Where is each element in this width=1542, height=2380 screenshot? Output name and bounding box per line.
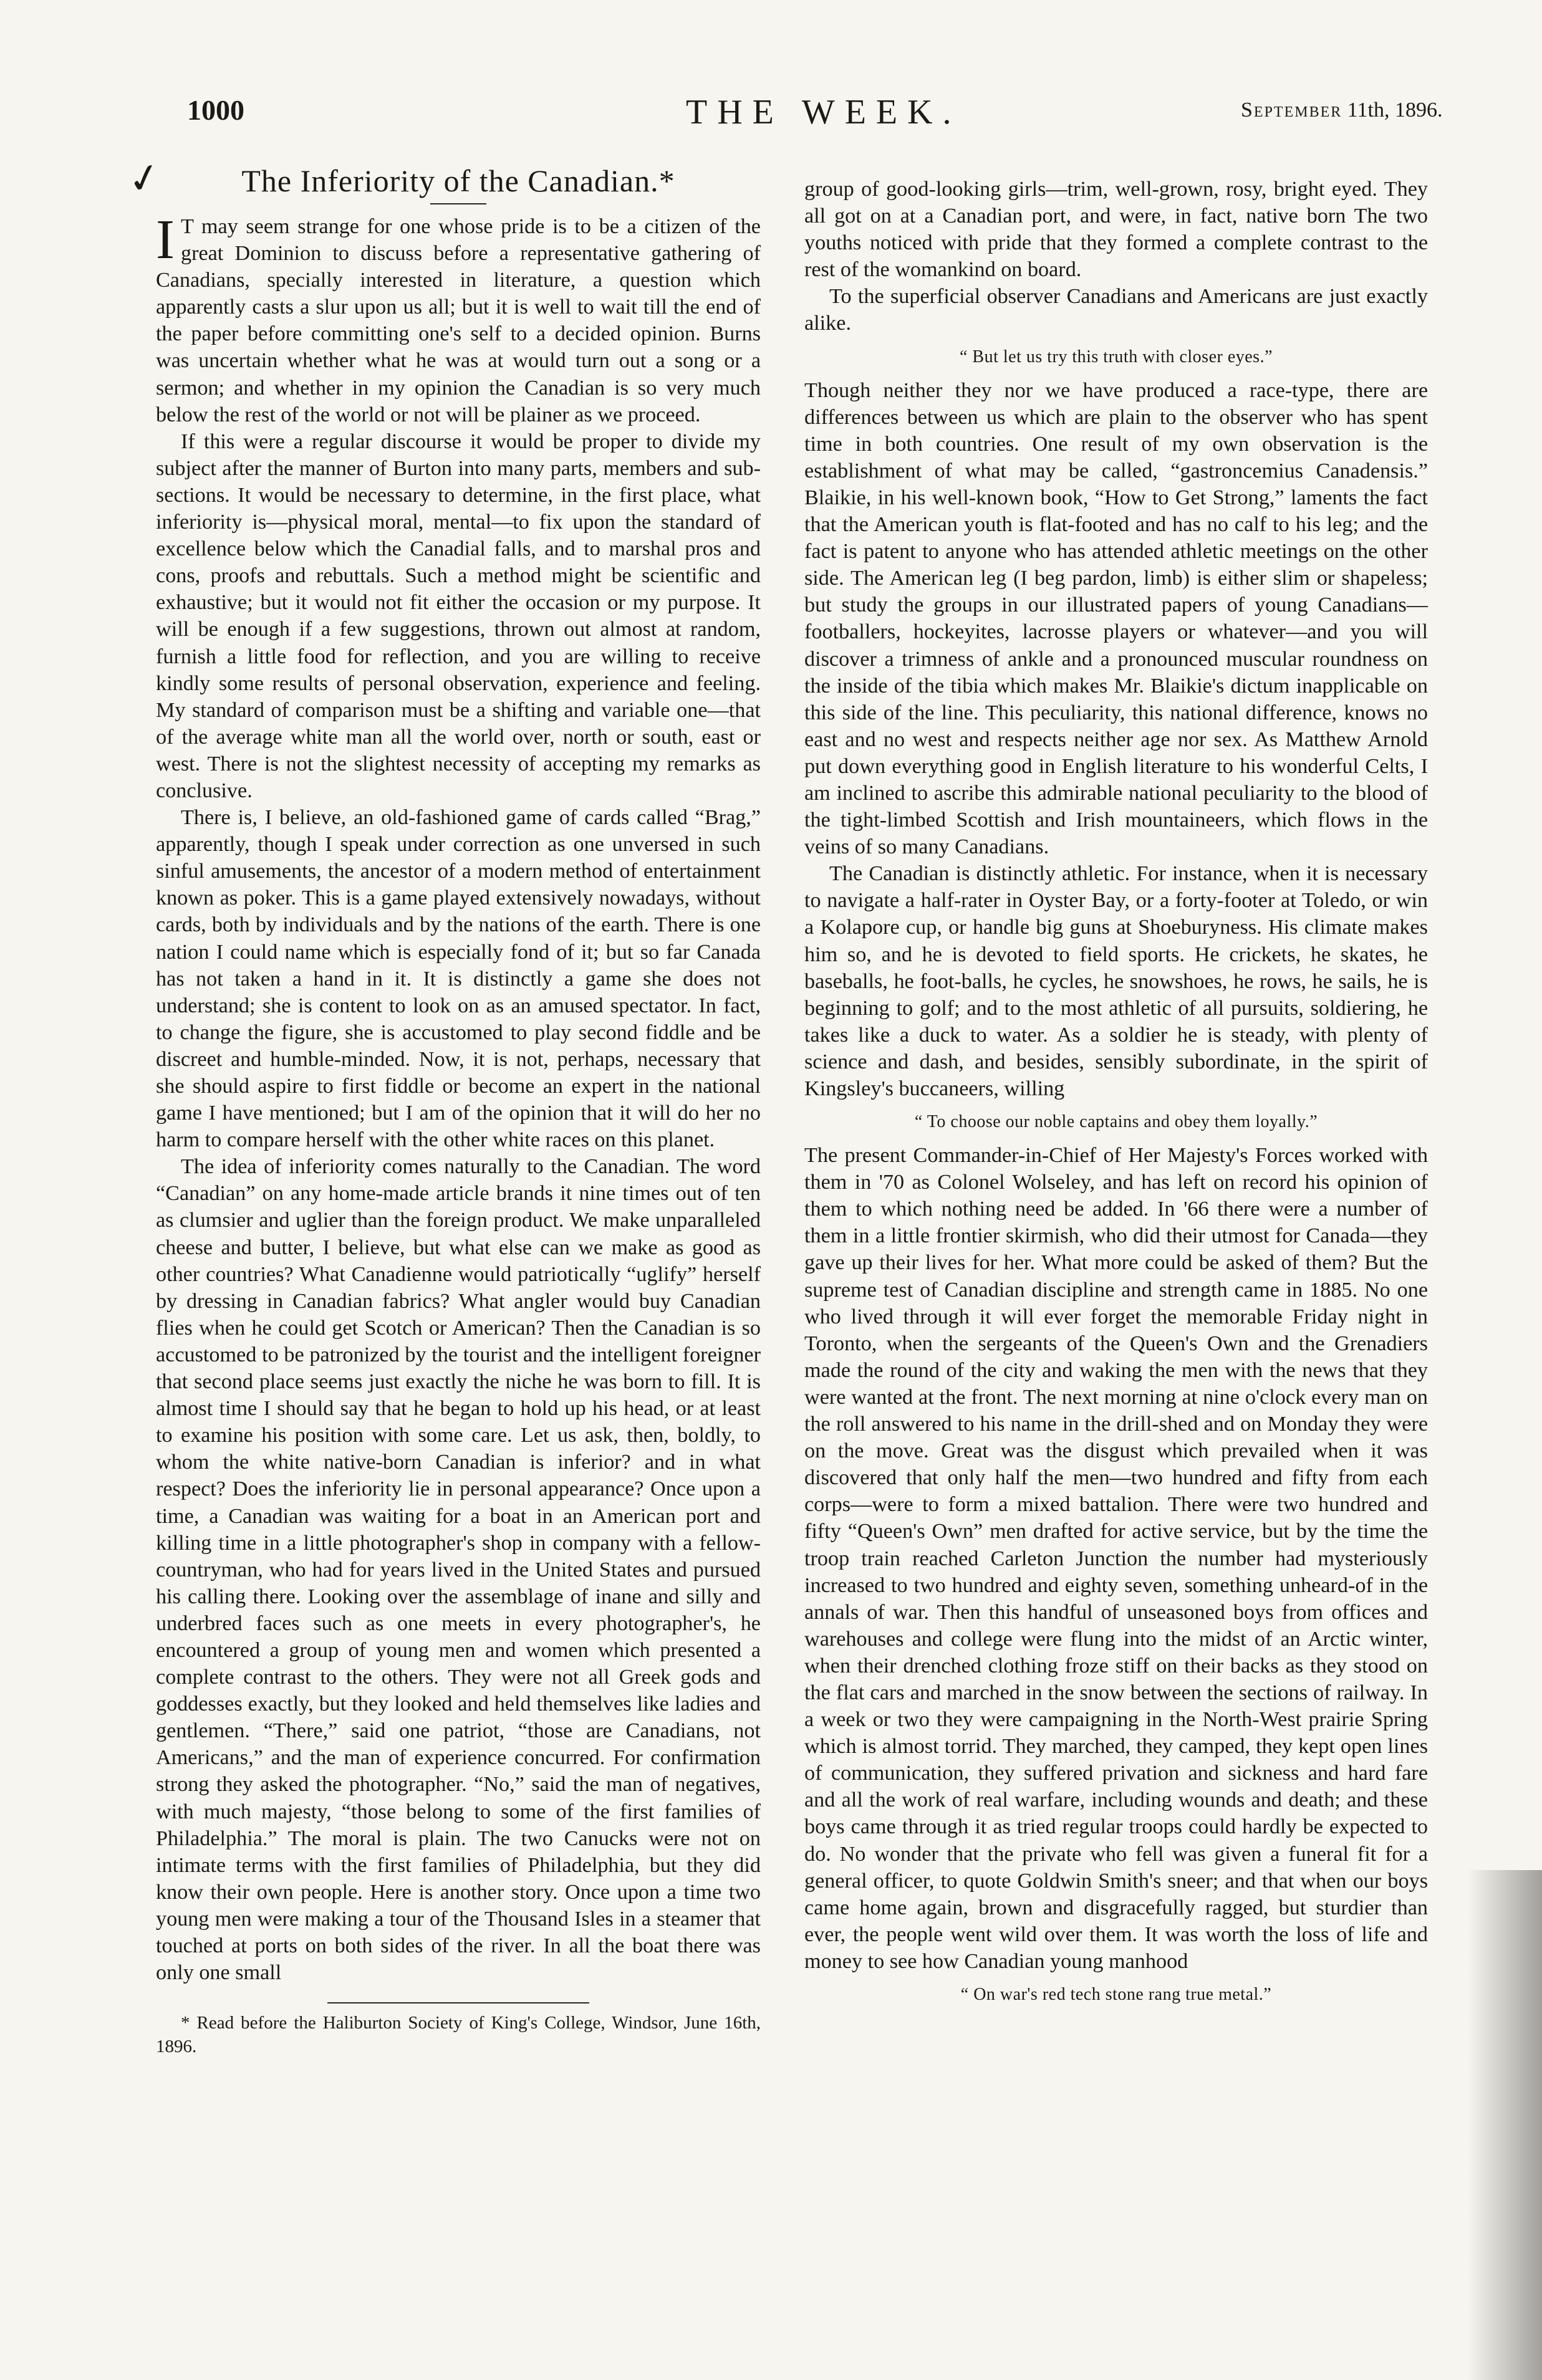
paragraph-text: T may seem strange for one whose pride is to be a citizen of the great Dominion to discuss before a representative gathering of Canadians, specially interested in literature, a question which apparently casts a slur upon us all; but it is well to wait till the end of the paper before committing one's self to a decided opinion. Burns was uncertain whether what he was at would turn out a song or a sermon; and whether in my opinion the Canadian is so very much below the rest of the world or not will be plainer as we proceed. <box>156 215 761 426</box>
paragraph: There is, I believe, an old-fashioned game of cards called “Brag,” apparently, though I speak under correction as one unversed in such sinful amusements, the ancestor of a modern method of entertainment known as poker. This is a game played extensively nowadays, without cards, both by individuals and by the nations of the earth. There is one nation I could name which is especially fond of it; but so far Canada has not taken a hand in it. It is distinctly a game she does not understand; she is content to look on as an amused spectator. In fact, to change the figure, she is accustomed to play second fiddle and be discreet and humble-minded. Now, it is not, perhaps, necessary that she should aspire to first fiddle or become an expert in the national game I have mentioned; but I am of the opinion that it will do her no harm to compare herself with the other white races on this planet. <box>156 806 761 1152</box>
paragraph: The Canadian is distinctly athletic. For instance, when it is necessary to navigate a half-rater in Oyster Bay, or a forty-footer at Toledo, or win a Kolapore cup, or handle big guns at Shoeburyness. His climate makes him so, and he is devoted to field sports. He crickets, he skates, he baseballs, he foot-balls, he cycles, he snowshoes, he rows, he sails, he is beginning to golf; and to the most athletic of all pursuits, soldiering, he takes like a duck to water. As a soldier he is steady, with plenty of science and dash, and besides, sensibly subordinate, in the spirit of Kingsley's buccaneers, willing <box>804 862 1428 1100</box>
page-number: 1000 <box>187 94 244 126</box>
paragraph: Though neither they nor we have produced a race-type, there are differences between us which are plain to the observer who has spent time in both countries. One result of my own observation is the establishment of what may be called, “gastroncemius Canadensis.” Blaikie, in his well-known book, “How to Get Strong,” laments the fact that the American youth is flat-footed and has no calf to his leg; and the fact is patent to anyone who has attended athletic meetings on the other side. The American leg (I beg pardon, limb) is either slim or shapeless; but study the groups in our illustrated papers of young Canadians—footballers, hockeyites, lacrosse players or whatever—and you will discover a trimness of ankle and a pronounced muscular roundness on the inside of the tibia which makes Mr. Blaikie's dictum inapplicable on this side of the line. This peculiarity, this national difference, knows no east and no west and respects neither age nor sex. As Matthew Arnold put down everything good in English literature to his wonderful Celts, I am inclined to ascribe this admirable national peculiarity to the blood of the tight-limbed Scottish and Irish mountaineers, which flows in the veins of so many Canadians. <box>804 378 1428 859</box>
drop-cap: I <box>156 209 175 271</box>
issue-date <box>1241 98 1442 122</box>
title-rule <box>430 203 486 204</box>
journal-title: THE WEEK. <box>686 93 961 132</box>
page-header <box>0 87 1542 143</box>
paragraph: group of good-looking girls—trim, well-grown, rosy, bright eyed. They all got on at a Canadian port, and were, in fact, native born The two youths noticed with pride that they formed a complete contrast to the rest of the womankind on board. <box>804 178 1428 282</box>
paragraph: To the superficial observer Canadians and Americans are just exactly alike. <box>804 285 1428 335</box>
issue-date-rest: 11th, 1896. <box>1342 98 1443 122</box>
paragraph <box>156 209 761 428</box>
article-title: The Inferiority of the Canadian.* <box>241 163 675 198</box>
verse-quote: “ To choose our noble captains and obey them loyally.” <box>914 1112 1318 1132</box>
checkmark-annotation: ✓ <box>123 153 166 204</box>
paragraph: The present Commander-in-Chief of Her Majesty's Forces worked with them in '70 as Colonel Wolseley, and has left on record his opinion of them to which nothing need be added. In '66 there were a number of them in a little frontier skirmish, who did their utmost for Canada—they gave up their lives for her. What more could be asked of them? But the supreme test of Canadian discipline and strength came in 1885. No one who lived through it will ever forget the memorable Friday night in Toronto, when the sergeants of the Queen's Own and the Grenadiers made the round of the city and waking the men with the news that they were wanted at the front. The next morning at nine o'clock every man on the roll answered to his name in the drill-shed and on Monday they were on the move. Great was the disgust which prevailed when it was discovered that only half the men—two hundred and fifty from each corps—were to form a mixed battalion. There were two hundred and fifty “Queen's Own” men drafted for active service, but by the time the troop train reached Carleton Junction the number had mysteriously increased to two hundred and eighty seven, something unheard-of in the annals of war. Then this handful of unseasoned boys from offices and warehouses and college were flung into the midst of an Arctic winter, when their drenched clothing froze stiff on their backs as they stood on the flat cars and marched in the snow between the sections of railway. In a week or two they were campaigning in the North-West prairie Spring which is almost torrid. They marched, they camped, they kept open lines of communication, they suffered privation and sickness and hard fare and all the work of real warfare, including wounds and death; and these boys came through it as tried regular troops could hardly be expected to do. No wonder that the private who fell was given a funeral fit for a general officer, to quote Goldwin Smith's sneer; and that when our boys came home again, brown and disgracefully ragged, but sturdier than ever, the people went wild over them. It was worth the loss of life and money to see how Canadian young manhood <box>804 1144 1428 1973</box>
footnote-rule <box>327 2002 589 2003</box>
paragraph: The idea of inferiority comes naturally to the Canadian. The word “Canadian” on any home-made article brands it nine times out of ten as clumsier and uglier than the foreign product. We make unparalleled cheese and butter, I believe, but what else can we make as good as other countries? What Canadienne would patriotically “uglify” herself by dressing in Canadian fabrics? What angler would buy Canadian flies when he could get Scotch or American? Then the Canadian is so accustomed to be patronized by the tourist and the intelligent foreigner that second place seems just exactly the niche he was born to fill. It is almost time I should say that he began to hold up his head, or at least to examine his position with some care. Let us ask, then, boldly, to whom the white native-born Canadian is inferior? and in what respect? Does the inferiority lie in personal appearance? Once upon a time, a Canadian was waiting for a boat in an American port and killing time in a little photographer's shop in company with a fellow-countryman, who had for years lived in the United States and pursued his calling there. Looking over the assemblage of inane and silly and underbred faces such as one meets in every photographer's, he encountered a group of young men and women which presented a complete contrast to the others. They were not all Greek gods and goddesses exactly, but they looked and held themselves like ladies and gentlemen. “There,” said one patriot, “those are Canadians, not Americans,” and the man of experience concurred. For confirmation strong they asked the photographer. “No,” said the man of negatives, with much majesty, “those belong to some of the first families of Philadelphia.” The moral is plain. The two Canucks were not on intimate terms with the first families of Philadelphia, but they did know their own people. Here is another story. Once upon a time two young men were making a tour of the Thousand Isles in a steamer that touched at ports on both sides of the river. In all the boat there was only one small <box>156 1155 761 1985</box>
right-column <box>804 176 1428 2015</box>
verse-quote: “ On war's red tech stone rang true metal.” <box>960 1985 1272 2004</box>
verse-quote: “ But let us try this truth with closer eyes.” <box>959 347 1273 367</box>
page-edge-shadow <box>1467 1870 1542 2380</box>
left-column <box>156 162 761 2058</box>
footnote: * Read before the Haliburton Society of King's College, Windsor, June 16th, 1896. <box>156 2013 761 2057</box>
paragraph: If this were a regular discourse it would be proper to divide my subject after the manner of Burton into many parts, members and sub-sections. It would be necessary to determine, in the first place, what inferiority is—physical moral, mental—to fix upon the standard of excellence below which the Canadial falls, and to marshal pros and cons, proofs and rebuttals. Such a method might be scientific and exhaustive; but it would not fit either the occasion or my purpose. It will be enough if a few suggestions, thrown out almost at random, furnish a little food for reflection, and you are willing to receive kindly some results of personal observation, experience and feeling. My standard of comparison must be a shifting and variable one—that of the average white man all the world over, north or south, east or west. There is not the slightest necessity of accepting my remarks as conclusive. <box>156 429 761 802</box>
issue-date-month: September <box>1241 98 1342 122</box>
